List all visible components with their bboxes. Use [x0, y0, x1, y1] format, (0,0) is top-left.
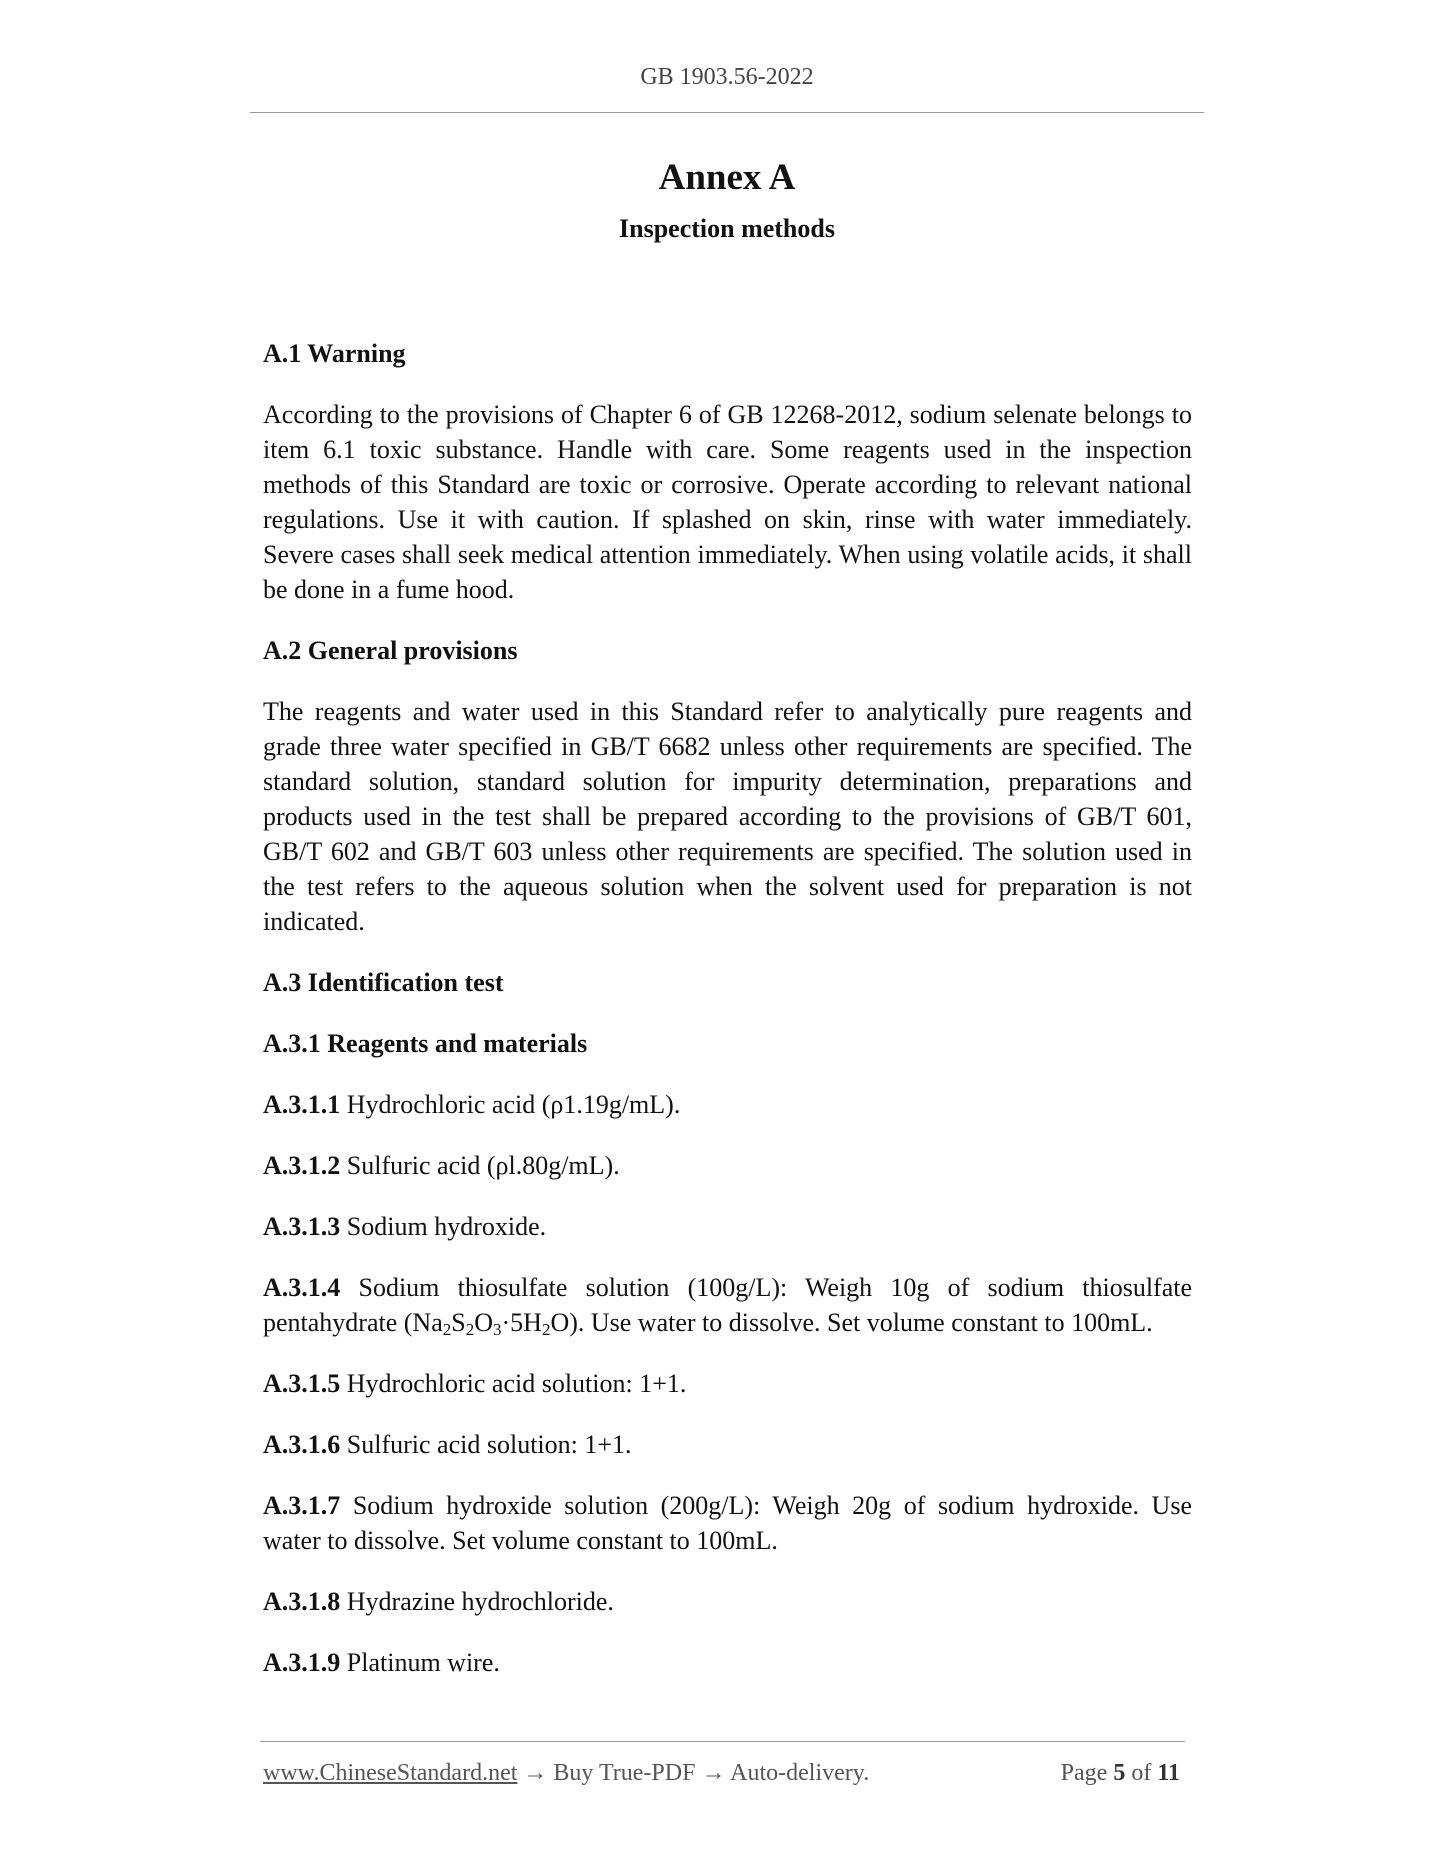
section-heading-a3: A.3 Identification test [263, 968, 504, 997]
page-number: 5 [1113, 1760, 1126, 1786]
formula-part: O [474, 1308, 493, 1337]
clause-text: Sulfuric acid (ρl.80g/mL). [346, 1151, 620, 1180]
buy-pdf-text: Buy True-PDF [553, 1760, 696, 1786]
document-body [263, 336, 1192, 1706]
list-item [263, 1366, 1192, 1401]
list-item [263, 1209, 1192, 1244]
formula-subscript: 2 [442, 1320, 452, 1339]
clause-text: Sodium thiosulfate solution (100g/L): Weigh 10g of sodium thiosulfate pentahydrate (Na [263, 1273, 1192, 1337]
list-item [263, 1488, 1192, 1558]
clause-number: A.3.1.9 [263, 1648, 341, 1677]
page-counter [1061, 1760, 1180, 1787]
arrow-right-icon: → [701, 1760, 726, 1786]
clause-number: A.3.1.4 [263, 1273, 341, 1302]
list-item [263, 1087, 1192, 1122]
section-a1-paragraph: According to the provisions of Chapter 6 of GB 12268-2012, sodium selenate belongs to item 6.1 toxic substance. Handle with care. Some reagents used in the inspection methods of this Standard are toxic or corrosive. Operate according to relevant national regulations. Use it with caution. If splashed on skin, rinse with water immediately. Severe cases shall seek medical attention immediately. When using volatile acids, it shall be done in a fume hood. [263, 400, 1192, 604]
clause-text: Platinum wire. [346, 1648, 500, 1677]
annex-title: Annex A [658, 157, 796, 198]
clause-number: A.3.1.3 [263, 1212, 341, 1241]
list-item [263, 1427, 1192, 1462]
list-item [263, 1584, 1192, 1619]
list-item [263, 1645, 1192, 1680]
clause-number: A.3.1.1 [263, 1090, 341, 1119]
section-heading-a2: A.2 General provisions [263, 636, 518, 665]
clause-text: Hydrochloric acid solution: 1+1. [346, 1369, 687, 1398]
clause-text: Sodium hydroxide. [346, 1212, 547, 1241]
formula-subscript: 2 [541, 1320, 551, 1339]
clause-text: Sulfuric acid solution: 1+1. [346, 1430, 632, 1459]
formula-part: ·5H [501, 1308, 542, 1337]
clause-text: O). Use water to dissolve. Set volume constant to 100mL. [550, 1308, 1153, 1337]
page-label: Page [1060, 1760, 1108, 1786]
clause-number: A.3.1.8 [263, 1587, 341, 1616]
delivery-text: Auto-delivery. [730, 1760, 870, 1786]
clause-text: Hydrazine hydrochloride. [346, 1587, 614, 1616]
clause-number: A.3.1.6 [263, 1430, 341, 1459]
website-link[interactable]: www.ChineseStandard.net [263, 1760, 518, 1786]
clause-number: A.3.1.7 [263, 1491, 341, 1520]
document-header-id: GB 1903.56-2022 [640, 64, 814, 90]
section-a2-paragraph: The reagents and water used in this Standard refer to analytically pure reagents and grade three water specified in GB/T 6682 unless other requirements are specified. The standard solution, standard solution for impurity determination, preparations and products used in the test shall be prepared according to the provisions of GB/T 601, GB/T 602 and GB/T 603 unless other requirements are specified. The solution used in the test refers to the aqueous solution when the solvent used for preparation is not indicated. [263, 697, 1192, 936]
formula-subscript: 3 [493, 1320, 502, 1339]
clause-number: A.3.1.5 [263, 1369, 341, 1398]
of-label: of [1131, 1760, 1152, 1786]
header-divider [250, 112, 1204, 113]
footer-divider [260, 1741, 1185, 1742]
subsection-heading-a3-1: A.3.1 Reagents and materials [263, 1029, 588, 1058]
annex-subtitle: Inspection methods [619, 214, 835, 243]
list-item [263, 1270, 1192, 1340]
page-total: 11 [1157, 1760, 1180, 1786]
clause-number: A.3.1.2 [263, 1151, 341, 1180]
page-footer [263, 1760, 1183, 1787]
arrow-right-icon: → [523, 1760, 548, 1786]
list-item [263, 1148, 1192, 1183]
clause-text: Hydrochloric acid (ρ1.19g/mL). [346, 1090, 681, 1119]
section-heading-a1: A.1 Warning [263, 339, 406, 368]
formula-subscript: 2 [465, 1320, 475, 1339]
formula-part: S [451, 1308, 466, 1337]
clause-text: Sodium hydroxide solution (200g/L): Weigh 20g of sodium hydroxide. Use water to dissolve. Set volume constant to 100mL. [263, 1491, 1192, 1555]
